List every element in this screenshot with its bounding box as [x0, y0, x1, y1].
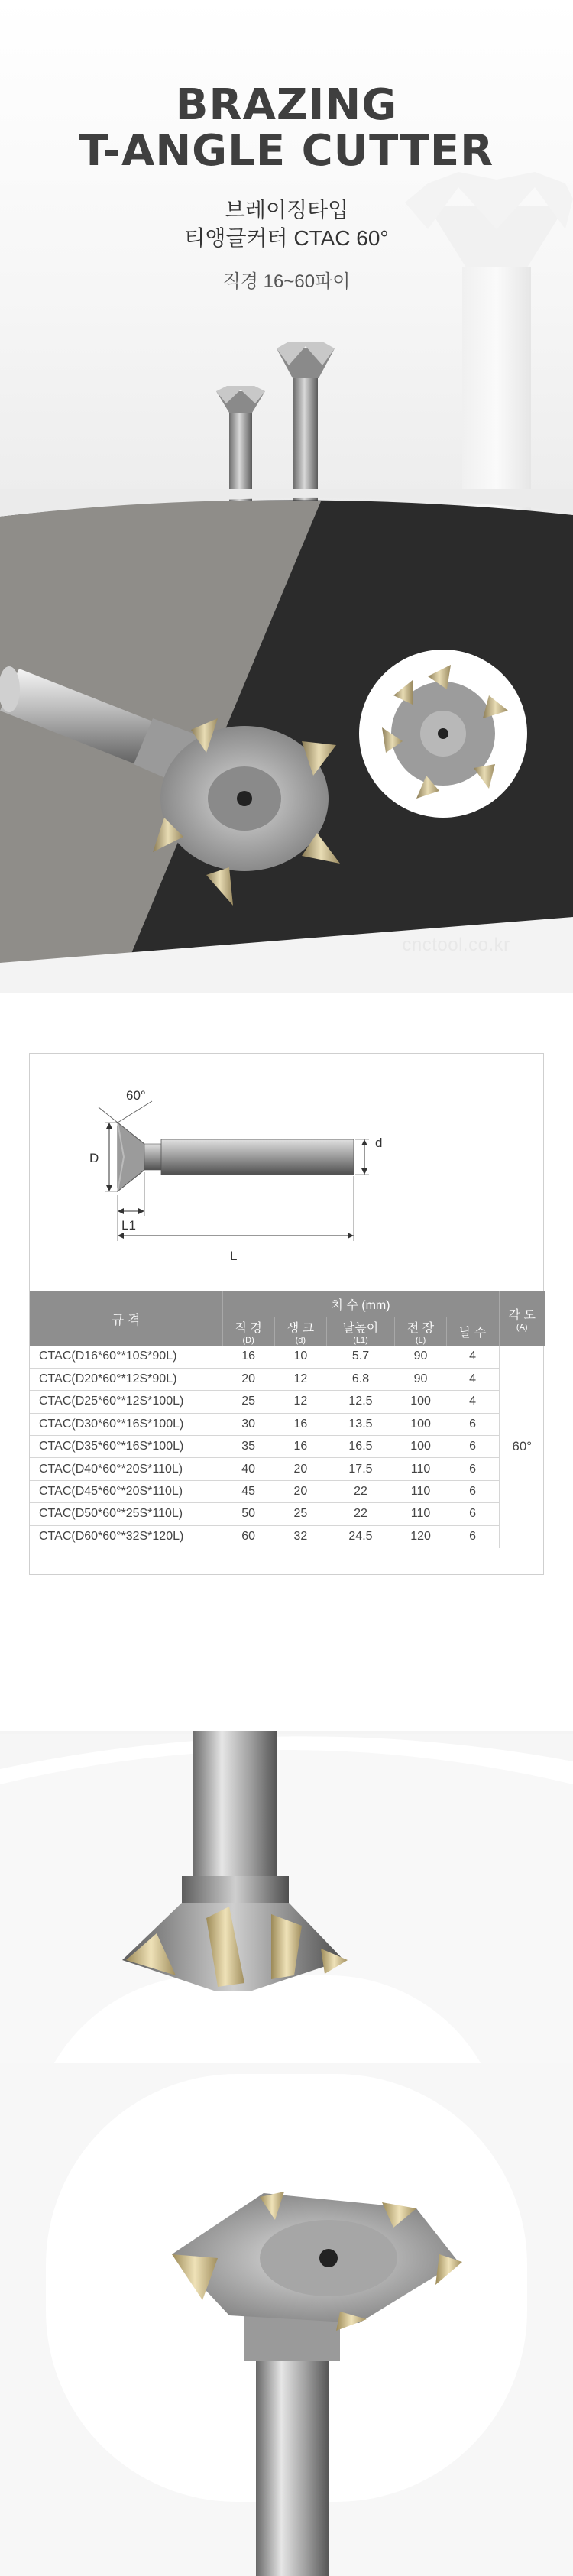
- cell-edge-height: 13.5: [327, 1413, 395, 1435]
- banner-background-illustration: [0, 489, 573, 993]
- hero-title-line2: T-ANGLE CUTTER: [79, 126, 494, 176]
- spec-table-body: [30, 1346, 545, 1548]
- cell-flutes: 6: [447, 1413, 499, 1435]
- table-row: [30, 1503, 545, 1525]
- cell-flutes: 6: [447, 1458, 499, 1480]
- cell-flutes: 6: [447, 1503, 499, 1525]
- dimension-diagram: [30, 1054, 545, 1291]
- table-row: [30, 1458, 545, 1480]
- table-row: [30, 1368, 545, 1390]
- cell-spec-name: CTAC(D35*60°*16S*100L): [30, 1436, 222, 1458]
- header-col-edge-height: 날높이 (L1): [327, 1317, 395, 1346]
- cell-shank: 16: [274, 1413, 326, 1435]
- table-row: [30, 1346, 545, 1368]
- cell-edge-height: 16.5: [327, 1436, 395, 1458]
- cell-diameter: 40: [222, 1458, 274, 1480]
- cell-shank: 32: [293, 1530, 308, 1544]
- cell-diameter: 50: [222, 1503, 274, 1525]
- header-angle-label: 각 도: [508, 1308, 536, 1322]
- cell-shank: 12: [274, 1368, 326, 1390]
- cell-total-length: 110: [394, 1503, 446, 1525]
- cell-flutes: 6: [447, 1436, 499, 1458]
- cell-total-length: 110: [394, 1458, 446, 1480]
- cell-shank: 20: [274, 1480, 326, 1502]
- cell-diameter: 30: [222, 1413, 274, 1435]
- cell-diameter: 45: [222, 1480, 274, 1502]
- cell-spec-name: CTAC(D16*60°*10S*90L): [30, 1346, 222, 1368]
- cell-diameter: 20: [222, 1368, 274, 1390]
- cell-spec-name: CTAC(D20*60°*12S*90L): [30, 1368, 222, 1390]
- product-photo-top-card: [0, 2063, 573, 2576]
- cell-shank: 12: [274, 1391, 326, 1413]
- cell-total-length: 110: [394, 1480, 446, 1502]
- cell-flutes: 4: [447, 1391, 499, 1413]
- cell-spec-name: CTAC(D45*60°*20S*110L): [30, 1480, 222, 1502]
- cell-shank: 16: [274, 1436, 326, 1458]
- diagram-label-D: D: [89, 1151, 99, 1165]
- cell-spec-name: CTAC(D30*60°*16S*100L): [30, 1413, 222, 1435]
- cell-shank: 10: [274, 1346, 326, 1368]
- cell-flutes: 4: [447, 1368, 499, 1390]
- spec-table-header-row-1: [30, 1291, 545, 1317]
- header-angle: [499, 1291, 545, 1346]
- cell-edge-height: 22: [327, 1503, 395, 1525]
- cell-flutes: 4: [447, 1346, 499, 1368]
- diagram-label-d: d: [375, 1136, 383, 1150]
- header-col-shank: 생 크 (d): [274, 1317, 326, 1346]
- cell-flutes: 6: [469, 1530, 477, 1544]
- table-row: [30, 1525, 545, 1547]
- hero-title: [0, 80, 573, 176]
- spec-table: [30, 1291, 545, 1548]
- banner-cutter-top-view: [359, 650, 527, 818]
- hero-subtitle-type: 브레이징타입: [224, 198, 349, 222]
- cell-spec-name: CTAC(D40*60°*20S*110L): [30, 1458, 222, 1480]
- product-banner: [0, 489, 573, 993]
- hero-diameter-range: 직경 16~60파이: [222, 271, 351, 292]
- cell-total-length: 120: [410, 1530, 431, 1544]
- diagram-angle-label: 60°: [126, 1088, 146, 1103]
- cell-edge-height: 24.5: [348, 1530, 373, 1544]
- cell-flutes: 6: [447, 1480, 499, 1502]
- cell-edge-height: 5.7: [327, 1346, 395, 1368]
- cell-diameter: 25: [222, 1391, 274, 1413]
- cell-total-length: 90: [394, 1368, 446, 1390]
- table-row: [30, 1413, 545, 1435]
- cell-diameter: 35: [222, 1436, 274, 1458]
- cell-total-length: 100: [394, 1391, 446, 1413]
- cell-diameter: 16: [222, 1346, 274, 1368]
- cell-spec-name: CTAC(D25*60°*12S*100L): [30, 1391, 222, 1413]
- cutter-top-photo-illustration: [0, 2063, 573, 2576]
- header-dimensions: 치 수 (mm): [222, 1291, 499, 1317]
- table-row: [30, 1480, 545, 1502]
- header-col-flutes: 날 수: [447, 1317, 499, 1346]
- cell-total-length: 100: [394, 1436, 446, 1458]
- banner-website-text: cnctool.co.kr: [402, 935, 510, 955]
- hero-section: [0, 0, 573, 535]
- header-col-total-length: 전 장 (L): [394, 1317, 446, 1346]
- table-row: [30, 1391, 545, 1413]
- cell-total-length: 90: [394, 1346, 446, 1368]
- cell-edge-height: 12.5: [327, 1391, 395, 1413]
- cell-diameter: 60: [241, 1530, 256, 1544]
- cell-spec-name: CTAC(D50*60°*25S*110L): [30, 1503, 222, 1525]
- hero-subtitle-model: 티앵글커터 CTAC 60°: [184, 226, 389, 250]
- cell-edge-height: 22: [327, 1480, 395, 1502]
- diagram-label-L: L: [230, 1249, 238, 1263]
- diagram-label-L1: L1: [121, 1218, 136, 1233]
- header-col-diameter: 직 경 (D): [222, 1317, 274, 1346]
- cell-angle: 60°: [499, 1346, 545, 1548]
- cell-edge-height: 6.8: [327, 1368, 395, 1390]
- cell-edge-height: 17.5: [327, 1458, 395, 1480]
- spec-section: [29, 1053, 544, 1575]
- hero-title-line1: BRAZING: [175, 80, 398, 130]
- cell-spec-name: CTAC(D60*60°*32S*120L): [39, 1530, 184, 1544]
- header-angle-sub: (A): [516, 1322, 528, 1332]
- header-gubun: 규 격: [30, 1291, 222, 1346]
- cell-shank: 20: [274, 1458, 326, 1480]
- cell-shank: 25: [274, 1503, 326, 1525]
- table-row: [30, 1436, 545, 1458]
- cell-total-length: 100: [394, 1413, 446, 1435]
